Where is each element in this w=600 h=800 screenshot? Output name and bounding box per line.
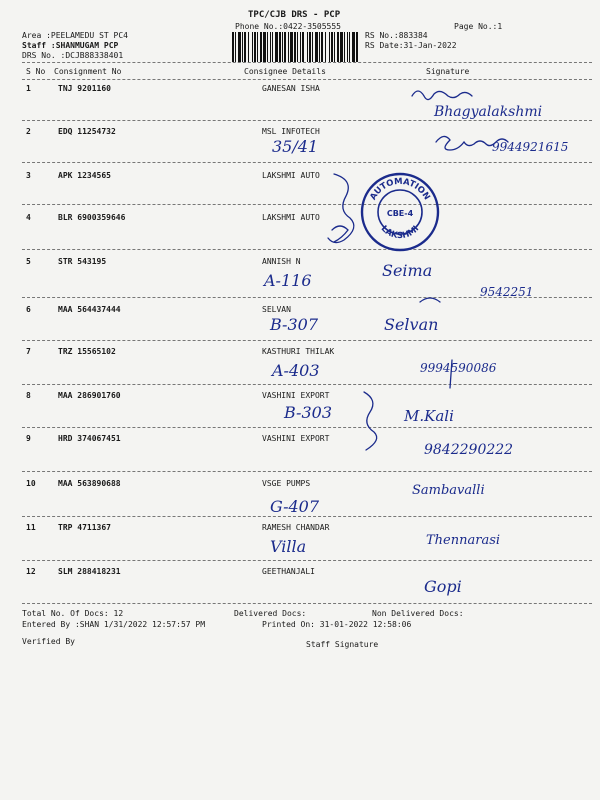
- row-consignment: TRP 4711367: [58, 523, 111, 532]
- row-address: G-407: [270, 497, 320, 516]
- column-consignee: Consignee Details: [244, 67, 326, 76]
- row-address: A-116: [264, 271, 312, 290]
- row-consignee: VSGE PUMPS: [262, 479, 311, 488]
- row-consignee: MSL INFOTECH: [262, 127, 320, 136]
- row-address: A-403: [272, 361, 320, 380]
- row-consignee: ANNISH N: [262, 257, 301, 266]
- document-title: TPC/CJB DRS - PCP: [248, 10, 341, 20]
- row-consignment: MAA 564437444: [58, 305, 121, 314]
- staff-signature: Staff Signature: [306, 640, 379, 649]
- row-consignment: TRZ 15565102: [58, 347, 116, 356]
- row-consignment: MAA 563890688: [58, 479, 121, 488]
- row-consignee: VASHINI EXPORT: [262, 434, 330, 443]
- printed-on: Printed On: 31-01-2022 12:58:06: [262, 620, 412, 629]
- row-sno: 3: [26, 171, 31, 180]
- row-sno: 2: [26, 127, 31, 136]
- row-phone: 9994590086: [420, 361, 497, 375]
- row-consignee: VASHINI EXPORT: [262, 391, 330, 400]
- column-sno: S No: [26, 67, 46, 76]
- row-consignee: GEETHANJALI: [262, 567, 315, 576]
- phone-number: Phone No.:0422-3505555: [235, 22, 341, 31]
- rs-number: RS No.:883384: [365, 31, 428, 40]
- verified-by: Verified By: [22, 637, 75, 646]
- row-signature: Gopi: [424, 577, 462, 596]
- row-consignment: STR 543195: [58, 257, 107, 266]
- non-delivered-docs: Non Delivered Docs:: [372, 609, 464, 618]
- page-number: Page No.:1: [454, 22, 503, 31]
- row-sno: 6: [26, 305, 31, 314]
- row-consignment: EDQ 11254732: [58, 127, 116, 136]
- row-signature: M.Kali: [404, 407, 454, 425]
- company-stamp: [358, 170, 442, 254]
- row-address: B-307: [270, 315, 318, 334]
- row-phone: 9842290222: [424, 442, 514, 458]
- row-consignee: LAKSHMI AUTO: [262, 171, 320, 180]
- row-sno: 4: [26, 213, 31, 222]
- row-sno: 8: [26, 391, 31, 400]
- row-sno: 11: [26, 523, 36, 532]
- row-consignee: LAKSHMI AUTO: [262, 213, 320, 222]
- row-consignment: HRD 374067451: [58, 434, 121, 443]
- row-consignee: SELVAN: [262, 305, 291, 314]
- row-sno: 12: [26, 567, 36, 576]
- row-sno: 5: [26, 257, 31, 266]
- stamp-center-text: CBE-4: [386, 209, 414, 218]
- row-consignee: KASTHURI THILAK: [262, 347, 335, 356]
- column-signature: Signature: [426, 67, 470, 76]
- row-consignee: RAMESH CHANDAR: [262, 523, 330, 532]
- staff-label: Staff :SHANMUGAM PCP: [22, 41, 119, 50]
- stamp-top-text: AUTOMATION: [368, 176, 432, 202]
- row-consignment: TNJ 9201160: [58, 84, 111, 93]
- row-address: 35/41: [272, 137, 319, 156]
- row-consignment: SLM 288418231: [58, 567, 121, 576]
- row-address: Villa: [270, 537, 307, 556]
- row-sno: 10: [26, 479, 36, 488]
- column-consignment: Consignment No: [54, 67, 122, 76]
- row-address: B-303: [284, 403, 332, 422]
- entered-by: Entered By :SHAN 1/31/2022 12:57:57 PM: [22, 620, 206, 629]
- stamp-bottom-text: LAKSHMI: [378, 223, 422, 242]
- row-consignment: BLR 6900359646: [58, 213, 126, 222]
- row-consignee: GANESAN ISHA: [262, 84, 320, 93]
- row-sno: 7: [26, 347, 31, 356]
- row-signature: Seima: [382, 261, 433, 280]
- row-signature: Thennarasi: [426, 533, 501, 548]
- row-sno: 1: [26, 84, 31, 93]
- delivered-docs: Delivered Docs:: [234, 609, 307, 618]
- row-sno: 9: [26, 434, 31, 443]
- row-signature: Bhagyalakshmi: [434, 104, 543, 120]
- area-label: Area :PEELAMEDU ST PC4: [22, 31, 128, 40]
- drs-number: DRS No. :DCJB88338401: [22, 51, 124, 60]
- row-phone: 9944921615: [492, 140, 569, 154]
- svg-text:LAKSHMI: [379, 224, 422, 241]
- total-docs: Total No. Of Docs: 12: [22, 609, 124, 618]
- row-phone: 9542251: [480, 285, 534, 299]
- row-consignment: APK 1234565: [58, 171, 111, 180]
- row-signature: Selvan: [384, 315, 439, 334]
- row-consignment: MAA 286901760: [58, 391, 121, 400]
- row-signature: Sambavalli: [412, 483, 485, 498]
- rs-date: RS Date:31-Jan-2022: [365, 41, 457, 50]
